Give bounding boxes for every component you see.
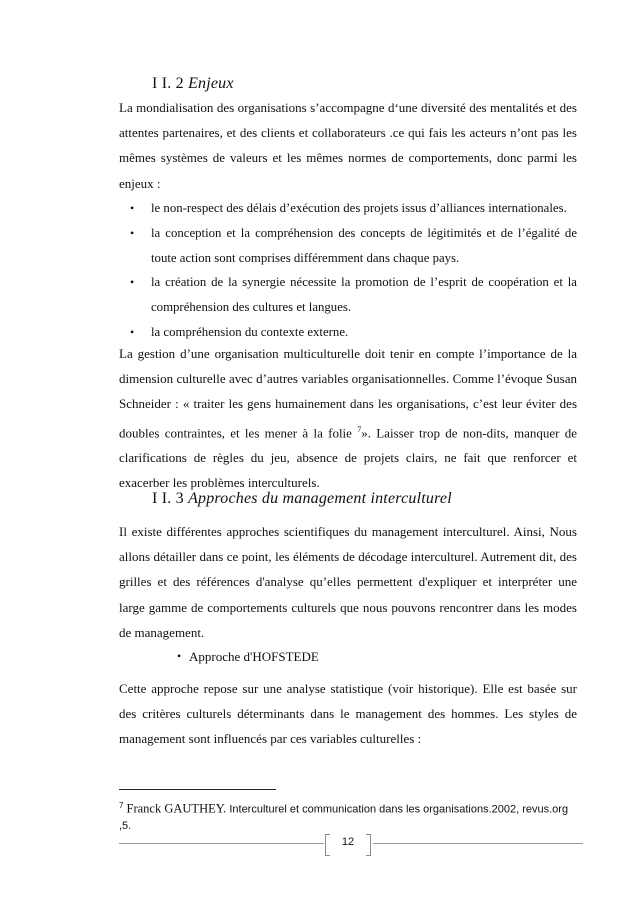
hofstede-approach-item: • Approche d'HOFSTEDE [177, 649, 319, 664]
bullet-icon: • [130, 275, 135, 290]
section-number: I I. 2 [152, 75, 184, 92]
list-item: • le non-respect des délais d’exécution des projets issus d’alliances internationales. [119, 196, 577, 221]
footer-bracket-left [325, 834, 330, 856]
list-item: • la conception et la compréhension des concepts de légitimités et de l’égalité de toute action sont comprises différemment dans chaque pays. [119, 221, 577, 271]
paragraph-hofstede: Cette approche repose sur une analyse statistique (voir historique). Elle est basée sur des critères culturels déterminants dans le management des hommes. Les styles de management sont influencés par ces variables culturelles : [119, 681, 577, 747]
footer-bracket-right [366, 834, 371, 856]
paragraph-mondialisation: La mondialisation des organisations s’accompagne d‘une diversité des mentalités et des attentes partenaires, et des clients et collaborateurs .ce qui fais les acteurs n’ont pas les mêmes systèmes de valeurs et les mêmes normes de comportements, donc parmi les enjeux : [119, 100, 577, 191]
bullet-icon: • [177, 649, 182, 663]
footnote-reference[interactable]: 7 [357, 424, 362, 434]
footer-line-left [119, 843, 324, 844]
section-number: I I. 3 [152, 490, 184, 507]
footnote-separator [119, 789, 276, 790]
section-heading-approches [152, 490, 452, 508]
footnote [119, 798, 579, 834]
enjeux-bullet-list [119, 196, 577, 345]
paragraph-approches: Il existe différentes approches scientifiques du management interculturel. Ainsi, Nous allons détailler dans ce point, les éléments de décodage interculturel. Autrement dit, des grilles et des références d'analyse qu’elles permettent d'expliquer et interpréter une large gamme de comportements culturels que nous pouvons rencontrer dans les modes de management. [119, 524, 577, 640]
bullet-icon: • [130, 225, 135, 240]
footnote-author: Franck GAUTHEY. [126, 801, 227, 816]
list-item: • la création de la synergie nécessite la promotion de l’esprit de coopération et la compréhension des cultures et langues. [119, 270, 577, 320]
page-number: 12 [341, 836, 355, 848]
bullet-icon: • [130, 201, 135, 215]
footnote-text: Interculturel et communication dans les organisations.2002, revus.org ,5. [119, 803, 569, 832]
paragraph-gestion-multiculturelle: La gestion d’une organisation multiculturelle doit tenir en compte l’importance de la dimension culturelle avec d’autres variables organisationnelles. Comme l’évoque Susan Schneider : « traiter les gens humainement dans les organisations, c’est leur éviter des doubles contraintes, et les mener à la folie $^7$». Laisser trop de non-dits, manquer de clarifications de règles du jeu, absence de projets clairs, ne fait que renforcer et exacerber les problèmes interculturels. [119, 346, 577, 491]
section-title: Enjeux [188, 75, 234, 92]
list-item: • la compréhension du contexte externe. [119, 320, 577, 345]
footer-line-right [373, 843, 583, 844]
section-title: Approches du management interculturel [188, 490, 452, 507]
footnote-marker: 7 [119, 801, 124, 810]
bullet-icon: • [130, 324, 135, 339]
section-heading-enjeux [152, 75, 234, 93]
